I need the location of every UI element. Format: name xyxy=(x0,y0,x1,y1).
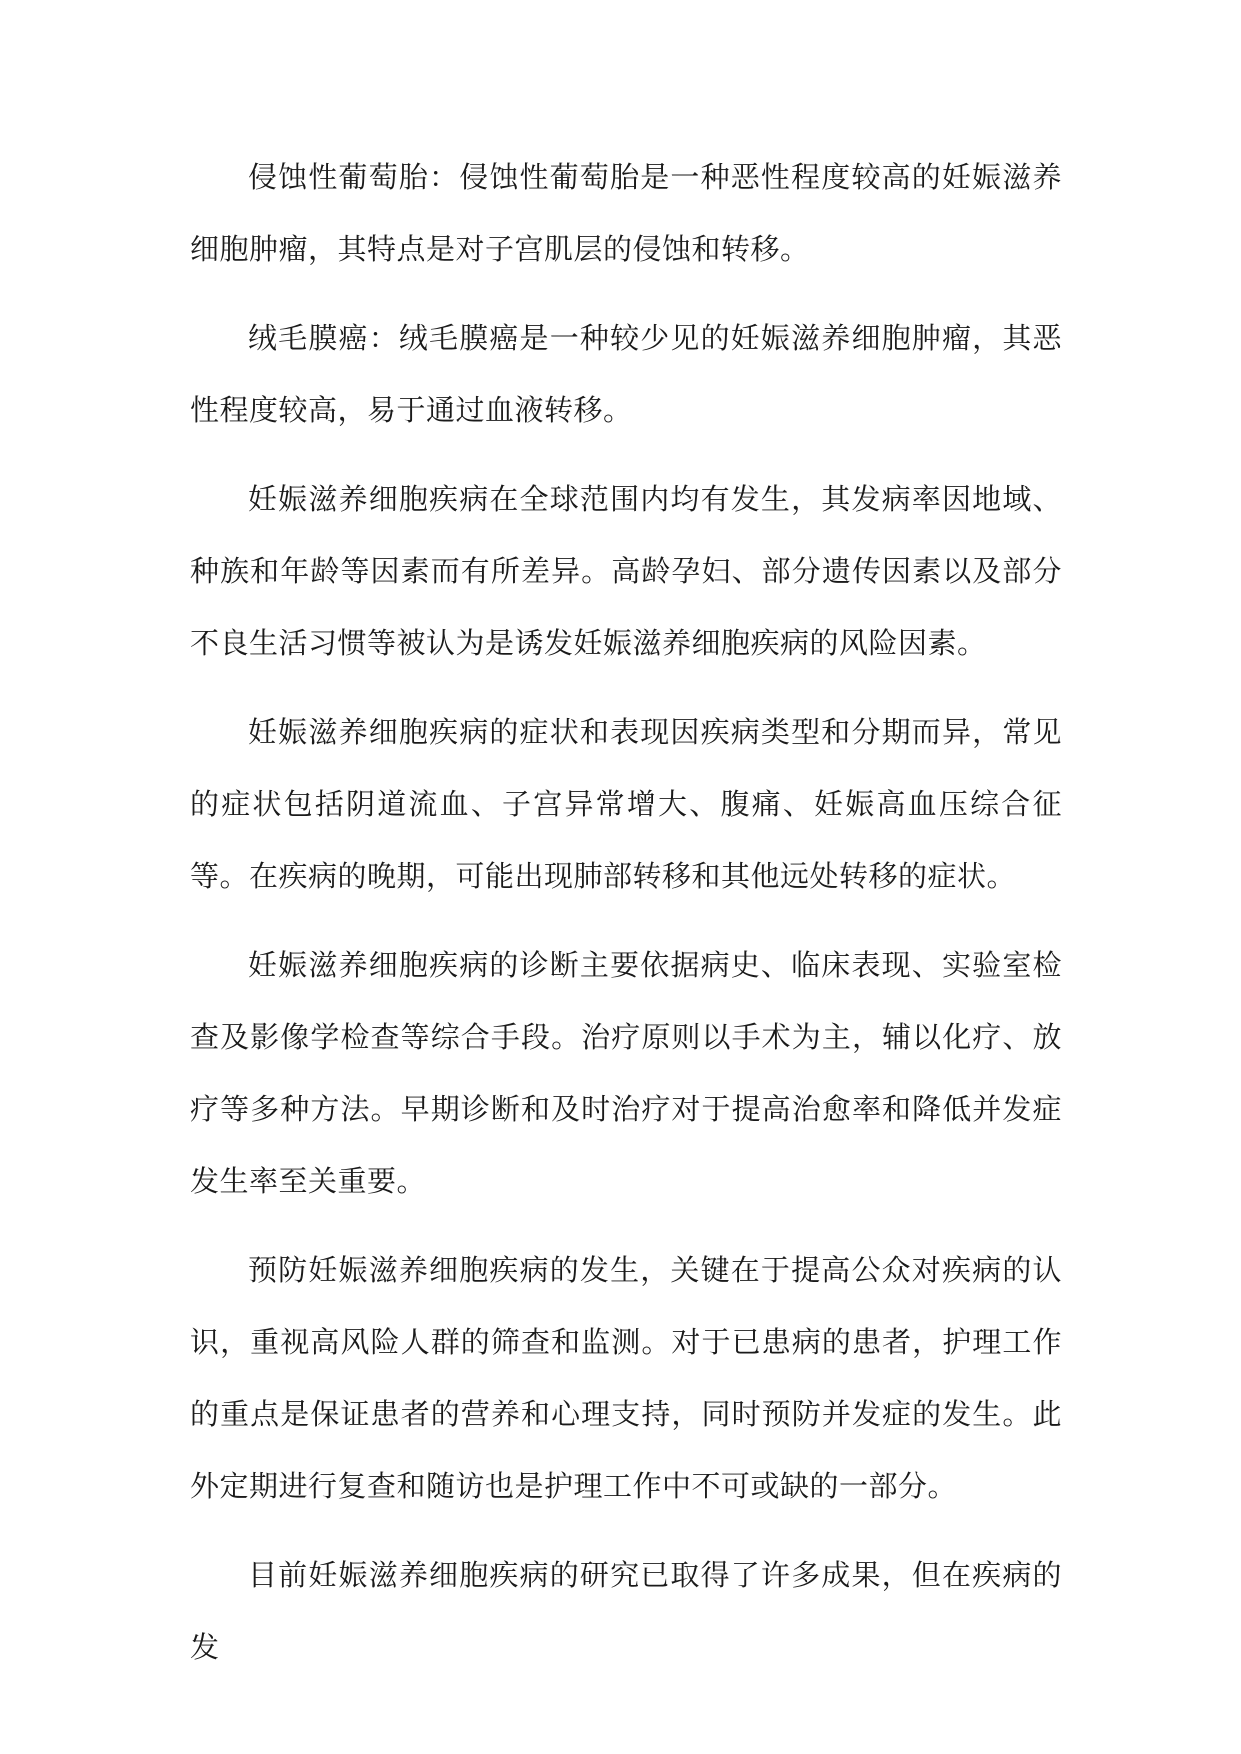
paragraph-choriocarcinoma: 绒毛膜癌：绒毛膜癌是一种较少见的妊娠滋养细胞肿瘤，其恶性程度较高，易于通过血液转移。 xyxy=(190,321,1062,427)
paragraph-symptoms: 妊娠滋养细胞疾病的症状和表现因疾病类型和分期而异，常见的症状包括阴道流血、子宫异常增大、腹痛、妊娠高血压综合征等。在疾病的晚期，可能出现肺部转移和其他远处转移的症状。 xyxy=(190,715,1062,893)
paragraph-epidemiology: 妊娠滋养细胞疾病在全球范围内均有发生，其发病率因地域、种族和年龄等因素而有所差异。高龄孕妇、部分遗传因素以及部分不良生活习惯等被认为是诱发妊娠滋养细胞疾病的风险因素。 xyxy=(190,482,1062,660)
paragraph-prevention-nursing: 预防妊娠滋养细胞疾病的发生，关键在于提高公众对疾病的认识，重视高风险人群的筛查和监测。对于已患病的患者，护理工作的重点是保证患者的营养和心理支持，同时预防并发症的发生。此外定期进行复查和随访也是护理工作中不可或缺的一部分。 xyxy=(190,1253,1062,1503)
paragraph-research: 目前妊娠滋养细胞疾病的研究已取得了许多成果，但在疾病的发 xyxy=(190,1558,1062,1664)
paragraph-diagnosis-treatment: 妊娠滋养细胞疾病的诊断主要依据病史、临床表现、实验室检查及影像学检查等综合手段。治疗原则以手术为主，辅以化疗、放疗等多种方法。早期诊断和及时治疗对于提高治愈率和降低并发症发生率至关重要。 xyxy=(190,948,1062,1198)
paragraph-invasive-mole: 侵蚀性葡萄胎：侵蚀性葡萄胎是一种恶性程度较高的妊娠滋养细胞肿瘤，其特点是对子宫肌层的侵蚀和转移。 xyxy=(190,160,1062,266)
document-body xyxy=(190,141,1062,1700)
